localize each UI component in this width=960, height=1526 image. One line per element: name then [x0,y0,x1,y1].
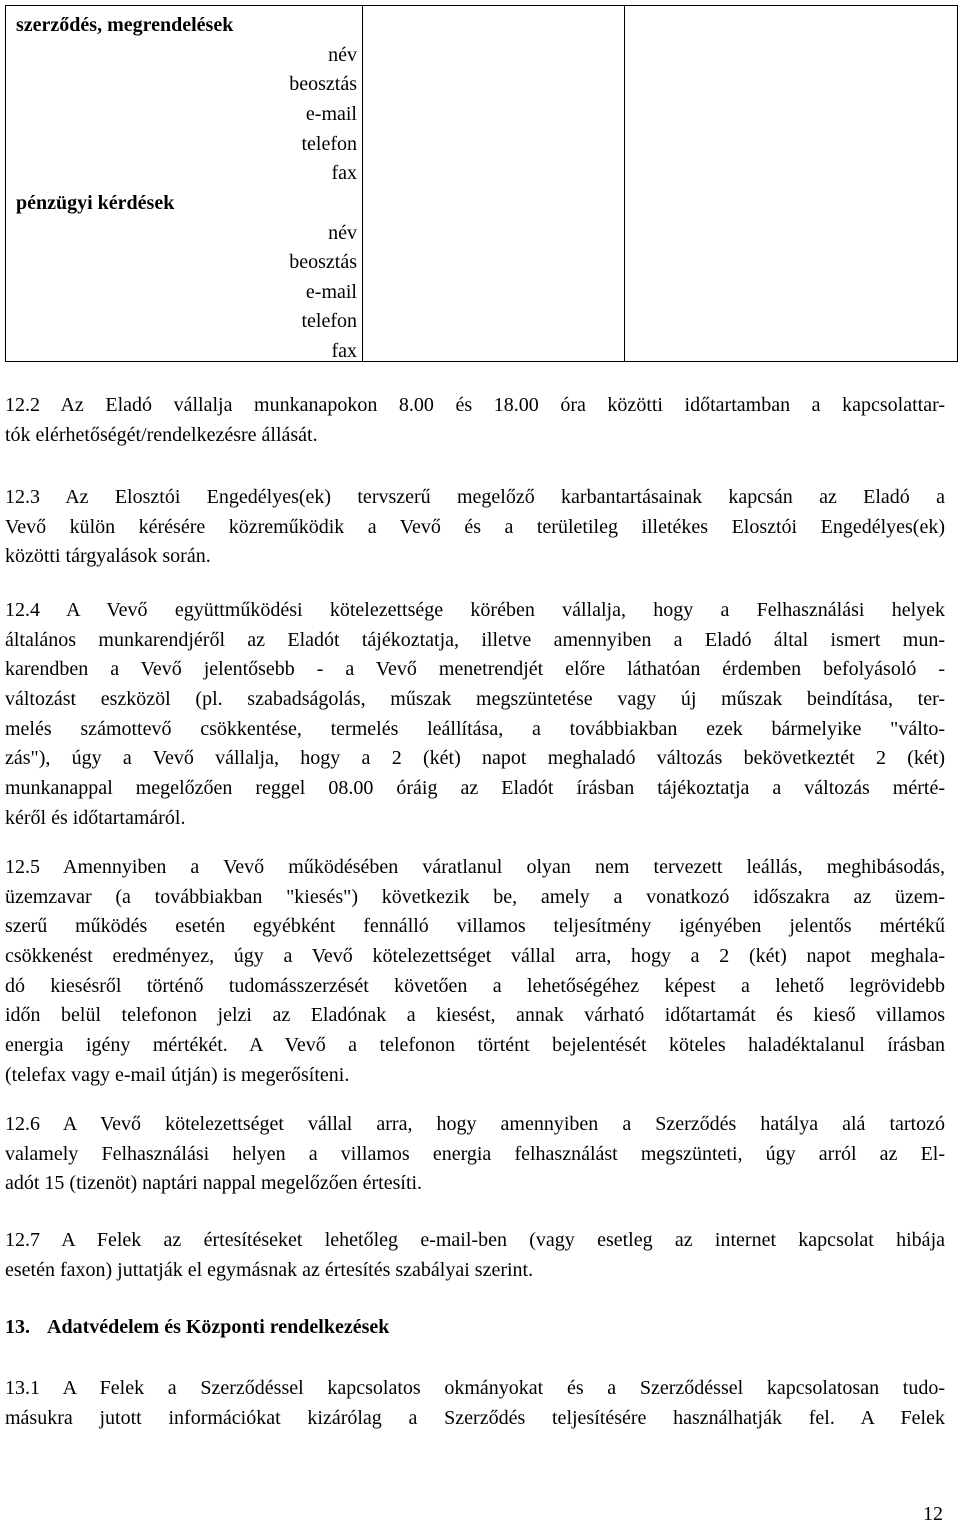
text-line: 13.1 A Felek a Szerződéssel kapcsolatos okmányokat és a Szerződéssel kapcsolatosan tudo- [5,1377,945,1399]
text-line: tók elérhetőségét/rendelkezésre állását. [5,423,318,446]
paragraph-12-3 [5,483,945,572]
text-line: időn belül telefonon jelzi az Eladónak a kiesést, annak várható időtartamát és kieső villamos [5,1004,945,1027]
paragraph-12-6 [5,1110,945,1199]
paragraph-13-1 [5,1374,945,1433]
field-label-name: név [328,222,357,244]
text-line: csökkenést eredményez, úgy a Vevő kötelezettséget vállal arra, hogy a 2 (két) napot meghala- [5,945,945,968]
contacts-value-cell [625,6,958,362]
field-label-position: beosztás [289,73,357,95]
text-line: másukra jutott információkat kizárólag a Szerződés teljesítésére használhatják fel. A Felek [5,1406,945,1429]
section-number: 13. [5,1316,30,1338]
text-line: esetén faxon) juttatják el egymásnak az értesítés szabályai szerint. [5,1258,534,1281]
paragraph-12-4 [5,596,945,834]
text-line: 12.2 Az Eladó vállalja munkanapokon 8.00 és 18.00 óra közötti időtartamban a kapcsolattar- [5,394,945,416]
paragraph-12-7 [5,1226,945,1285]
text-line: munkanappal megelőzően reggel 08.00 óráig az Eladót írásban tájékoztatja a változás mérté- [5,777,945,800]
field-label-name: név [328,44,357,66]
text-line: 12.4 A Vevő együttműködési kötelezettsége körében vállalja, hogy a Felhasználási helyek [5,599,945,621]
field-label-phone: telefon [301,310,357,332]
text-line: karendben a Vevő jelentősebb - a Vevő menetrendjét előre láthatóan érdemben befolyásoló - [5,658,945,681]
section-13-heading [5,1313,389,1342]
page-number: 12 [923,1503,943,1525]
text-line: szerű működés esetén egyébként fennálló villamos teljesítmény igényében jelentős mértékű [5,915,945,938]
paragraph-12-2 [5,391,945,450]
section-heading-contracts: szerződés, megrendelések [16,14,234,36]
field-label-fax: fax [331,162,357,184]
section-title: Adatvédelem és Központi rendelkezések [47,1316,390,1338]
text-line: közötti tárgyalások során. [5,545,211,568]
text-line: 12.6 A Vevő kötelezettséget vállal arra, hogy amennyiben a Szerződés hatálya alá tartozó [5,1113,945,1135]
text-line: üzemzavar (a továbbiakban "kiesés") következik be, amely a vonatkozó időszakra az üzem- [5,885,945,908]
text-line: zás"), úgy a Vevő vállalja, hogy a 2 (két) napot meghaladó változás bekövetkeztét 2 (két) [5,747,945,770]
text-line: energia igény mértékét. A Vevő a telefonon történt bejelentését köteles haladéktalanul írásban [5,1034,945,1057]
section-heading-finance: pénzügyi kérdések [16,192,175,214]
contacts-label-cell [6,6,363,362]
text-line: 12.3 Az Elosztói Engedélyes(ek) tervszerű megelőző karbantartásainak kapcsán az Eladó a [5,486,945,508]
text-line: melés számottevő csökkentése, termelés leállítása, a továbbiakban ezek bármelyike "válto- [5,717,945,740]
text-line: valamely Felhasználási helyen a villamos energia felhasználást megszünteti, úgy arról az El- [5,1142,945,1165]
field-label-email: e-mail [305,281,357,303]
text-line: Vevő külön kérésére közreműködik a Vevő és a területileg illetékes Elosztói Engedélyes(ek) [5,515,945,538]
text-line: változást eszközöl (pl. szabadságolás, műszak megszüntetése vagy új műszak beindítása, ter- [5,688,945,711]
paragraph-12-5 [5,853,945,1091]
text-line: 12.7 A Felek az értesítéseket lehetőleg e-mail-ben (vagy esetleg az internet kapcsolat hibája [5,1229,945,1251]
text-line: adót 15 (tizenöt) naptári nappal megelőzően értesíti. [5,1172,423,1195]
contacts-value-cell [363,6,625,362]
field-label-email: e-mail [305,103,357,125]
field-label-fax: fax [331,340,357,362]
text-line: 12.5 Amennyiben a Vevő működésében váratlanul olyan nem tervezett leállás, meghibásodás, [5,856,945,878]
text-line: dó kiesésről történő tudomásszerzését követően a lehetőségéhez képest a lehető legrövidebb [5,974,945,997]
field-label-phone: telefon [301,133,357,155]
text-line: általános munkarendjéről az Eladót tájékoztatja, illetve amennyiben a Eladó által ismert mun- [5,628,945,651]
text-line: (telefax vagy e-mail útján) is megerősíteni. [5,1063,350,1086]
text-line: kéről és időtartamáról. [5,806,186,829]
contacts-table [5,5,958,362]
field-label-position: beosztás [289,251,357,273]
